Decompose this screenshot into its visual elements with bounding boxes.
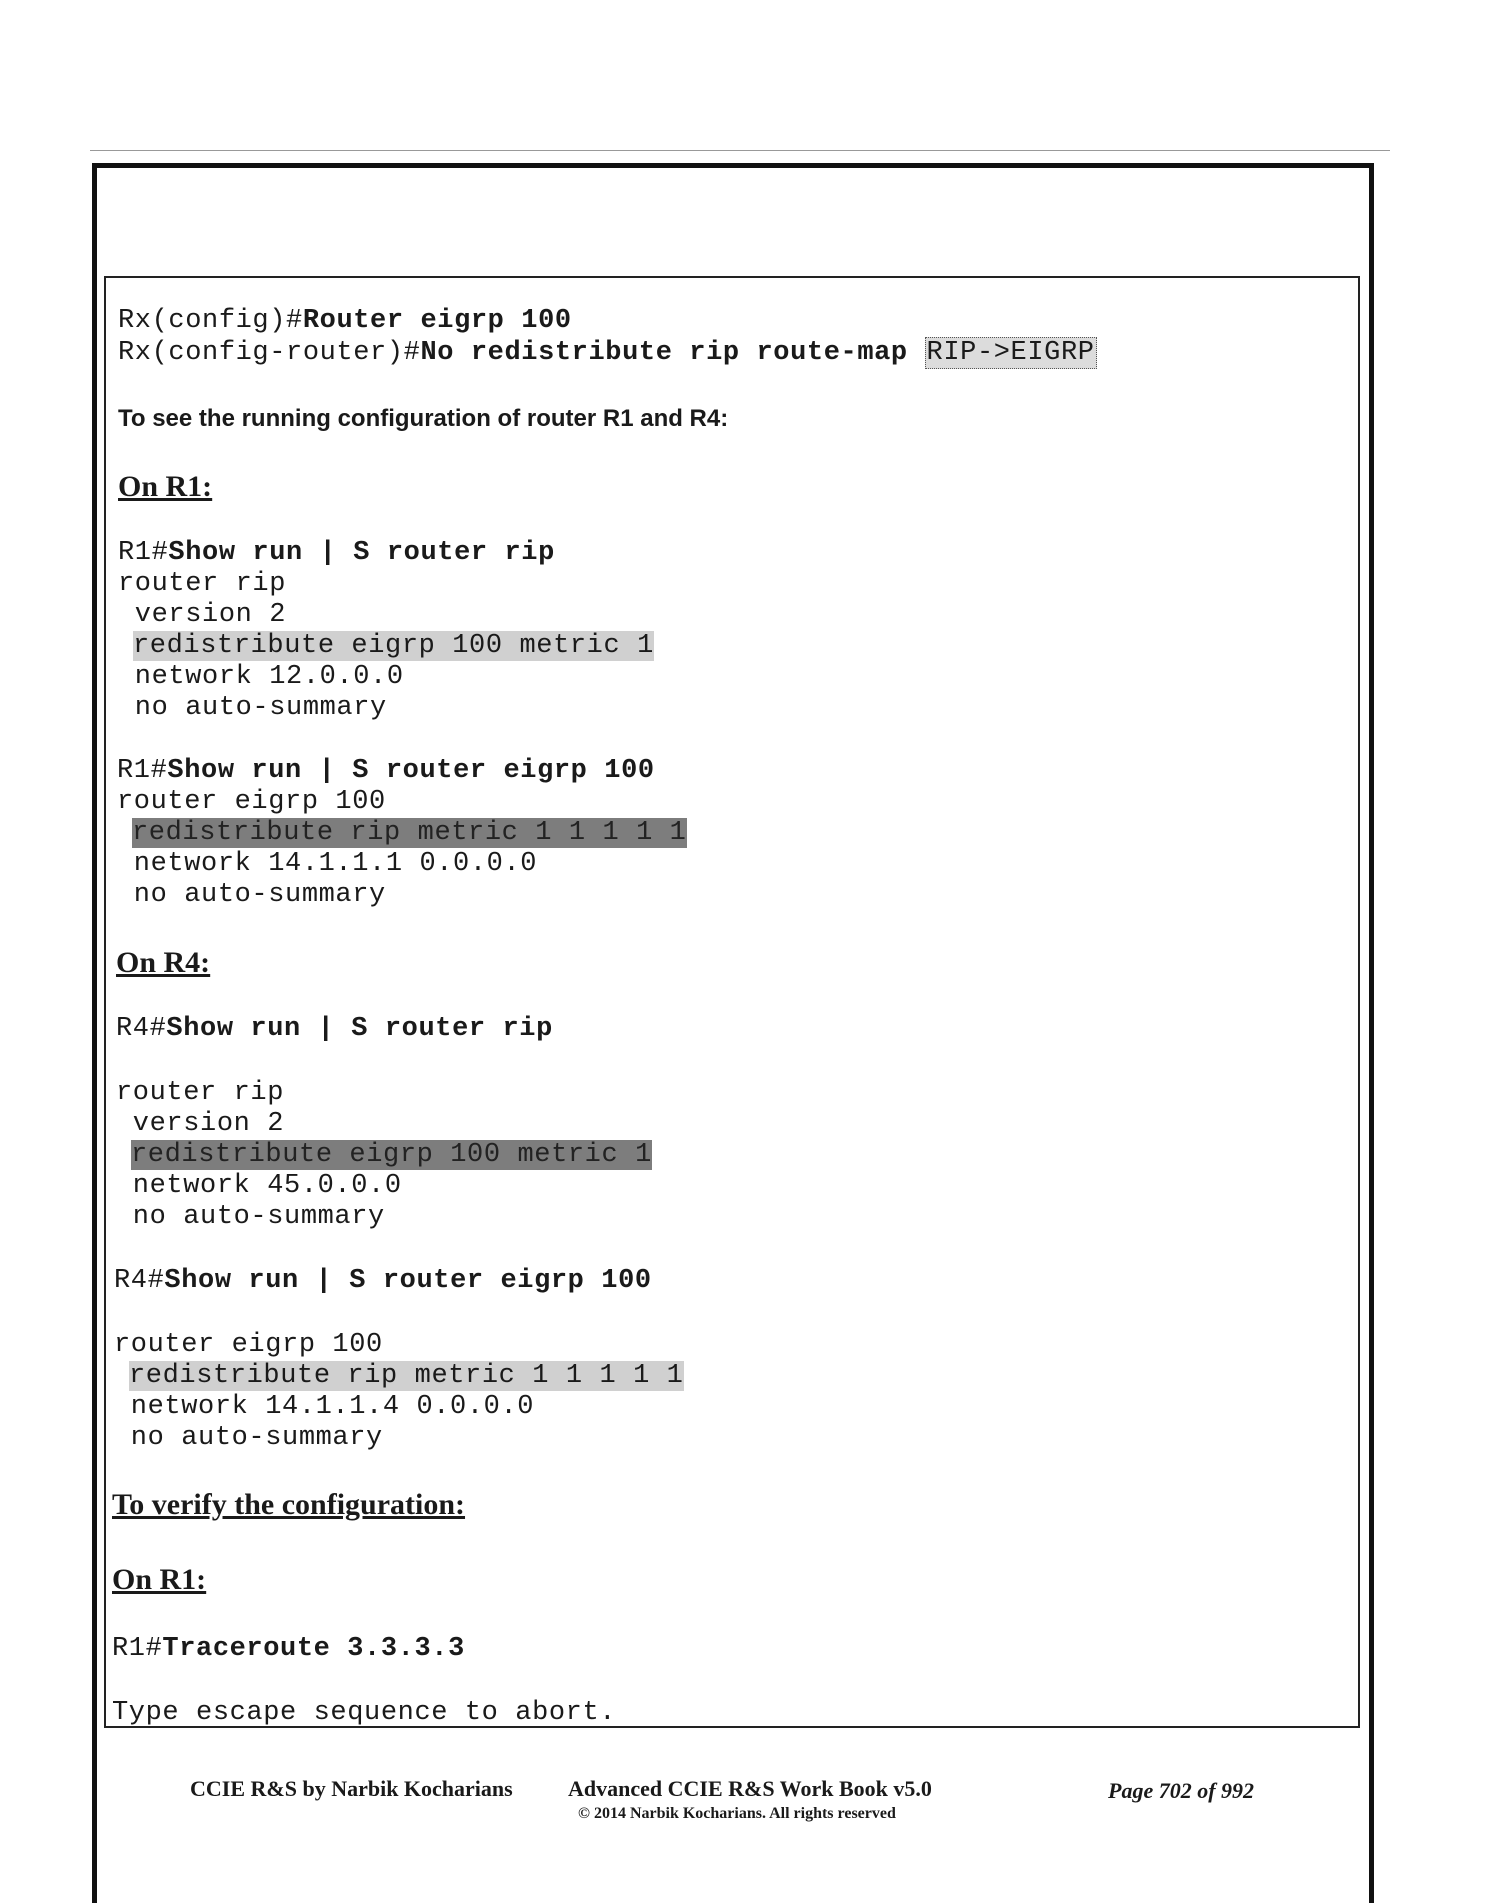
r4-eigrp-output-2: network 14.1.1.4 0.0.0.0 (114, 1392, 535, 1422)
r1-rip-highlight: redistribute eigrp 100 metric 1 (133, 631, 654, 661)
r4-eigrp-highlight: redistribute rip metric 1 1 1 1 1 (129, 1361, 684, 1391)
r1-rip-output-2: version 2 (118, 600, 287, 630)
r4-rip-highlight: redistribute eigrp 100 metric 1 (131, 1140, 652, 1170)
r1-eigrp-output-2: network 14.1.1.1 0.0.0.0 (117, 849, 538, 879)
r1-rip-command: R1#Show run | S router rip (118, 538, 555, 568)
r1-eigrp-output-1: router eigrp 100 (117, 787, 386, 817)
r1-eigrp-output-3: no auto-summary (117, 880, 386, 910)
footer-copyright: © 2014 Narbik Kocharians. All rights reserved (578, 1805, 896, 1822)
section-r1-title-2: On R1: (112, 1563, 207, 1596)
section-r1-title: On R1: (118, 470, 213, 503)
r1-rip-output-1: router rip (118, 569, 287, 599)
traceroute-output: Type escape sequence to abort. (112, 1698, 617, 1728)
r4-rip-output-3: network 45.0.0.0 (116, 1171, 402, 1201)
route-map-highlight: RIP->EIGRP (926, 338, 1095, 368)
section-r4-title: On R4: (116, 946, 211, 979)
r1-eigrp-highlight: redistribute rip metric 1 1 1 1 1 (132, 818, 687, 848)
traceroute-command: R1#Traceroute 3.3.3.3 (112, 1634, 465, 1664)
r4-eigrp-output-1: router eigrp 100 (114, 1330, 383, 1360)
subheading: To see the running configuration of router R1 and R4: (118, 405, 729, 432)
r4-rip-output-2: version 2 (116, 1109, 285, 1139)
r1-rip-output-4: no auto-summary (118, 693, 387, 723)
r4-eigrp-command: R4#Show run | S router eigrp 100 (114, 1266, 652, 1296)
r1-eigrp-command: R1#Show run | S router eigrp 100 (117, 756, 655, 786)
verify-heading: To verify the configuration: (112, 1488, 466, 1521)
r4-rip-output-1: router rip (116, 1078, 285, 1108)
top-rule (90, 150, 1390, 151)
r4-rip-command: R4#Show run | S router rip (116, 1014, 553, 1044)
config-line-1: Rx(config)#Router eigrp 100 (118, 306, 572, 336)
config-line-2: Rx(config-router)#No redistribute rip route-map RIP->EIGRP (118, 338, 1095, 368)
r4-rip-output-4: no auto-summary (116, 1202, 385, 1232)
r1-rip-output-3: network 12.0.0.0 (118, 662, 404, 692)
footer-book-title: Advanced CCIE R&S Work Book v5.0 (568, 1776, 932, 1801)
footer-page-number: Page 702 of 992 (1108, 1778, 1255, 1803)
footer-author: CCIE R&S by Narbik Kocharians (190, 1776, 513, 1801)
r4-eigrp-output-3: no auto-summary (114, 1423, 383, 1453)
